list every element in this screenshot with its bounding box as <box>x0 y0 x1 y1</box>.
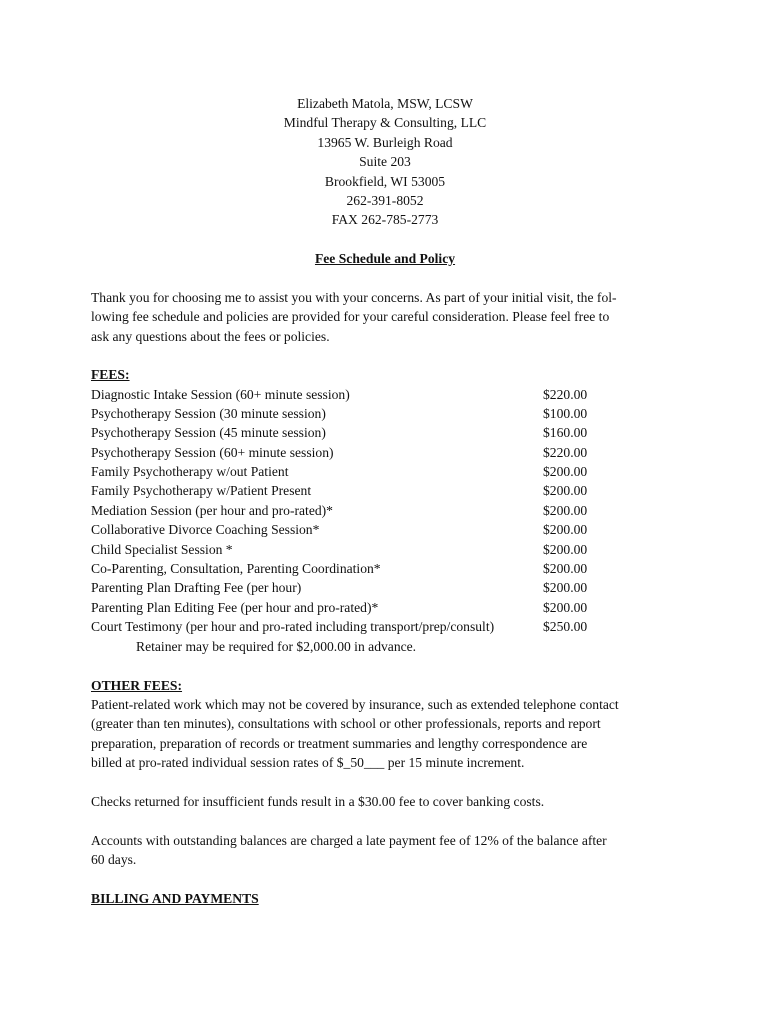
fee-row <box>91 385 611 404</box>
fee-row <box>91 598 611 617</box>
paragraph-line: Checks returned for insufficient funds result in a $30.00 fee to cover banking costs. <box>91 794 545 809</box>
fee-name: Mediation Session (per hour and pro-rated)* <box>91 502 333 518</box>
fee-row <box>91 462 611 481</box>
fee-price: $200.00 <box>543 464 588 480</box>
fee-price: $200.00 <box>543 599 588 615</box>
fee-row <box>91 423 611 442</box>
fee-name: Court Testimony (per hour and pro-rated including transport/prep/consult) <box>91 619 495 635</box>
other-fees-paragraph <box>91 695 691 773</box>
retainer-note: Retainer may be required for $2,000.00 in advance. <box>136 639 417 654</box>
fee-name: Psychotherapy Session (60+ minute session) <box>91 444 334 460</box>
fee-name: Diagnostic Intake Session (60+ minute session) <box>91 386 350 402</box>
fee-price: $200.00 <box>543 483 588 499</box>
fee-price: $200.00 <box>543 541 588 557</box>
other-fees-heading: OTHER FEES: <box>91 678 183 693</box>
paragraph-line: Accounts with outstanding balances are charged a late payment fee of 12% of the balance after <box>91 833 607 848</box>
fee-name: Family Psychotherapy w/out Patient <box>91 464 289 480</box>
intro-line: lowing fee schedule and policies are provided for your careful consideration. Please feel free to <box>91 309 610 325</box>
fee-row <box>91 443 611 462</box>
street-address: 13965 W. Burleigh Road <box>317 134 453 150</box>
fee-name: Psychotherapy Session (45 minute session) <box>91 425 326 441</box>
fee-name: Parenting Plan Editing Fee (per hour and pro-rated)* <box>91 599 379 615</box>
fee-row <box>91 404 611 423</box>
fee-price: $160.00 <box>543 425 588 441</box>
fee-name: Psychotherapy Session (30 minute session) <box>91 405 326 421</box>
fee-name: Parenting Plan Drafting Fee (per hour) <box>91 580 302 596</box>
paragraph-line: billed at pro-rated individual session rates of $_50___ per 15 minute increment. <box>91 755 525 771</box>
fee-row <box>91 520 611 539</box>
fee-price: $220.00 <box>543 444 588 460</box>
intro-paragraph <box>91 288 681 346</box>
fee-row <box>91 481 611 500</box>
fee-price: $250.00 <box>543 619 588 635</box>
phone-number: 262-391-8052 <box>346 192 424 208</box>
fee-price: $200.00 <box>543 580 588 596</box>
suite: Suite 203 <box>359 154 411 170</box>
fee-row <box>91 501 611 520</box>
fee-name: Co-Parenting, Consultation, Parenting Coordination* <box>91 561 381 577</box>
fee-row <box>91 559 611 578</box>
provider-name: Elizabeth Matola, MSW, LCSW <box>297 96 473 111</box>
document-title: Fee Schedule and Policy <box>314 251 456 266</box>
fee-price: $200.00 <box>543 522 588 538</box>
billing-heading: BILLING AND PAYMENTS <box>91 891 259 906</box>
fees-heading: FEES: <box>91 367 130 382</box>
fee-price: $200.00 <box>543 561 588 577</box>
letterhead <box>0 94 770 230</box>
paragraph-line: 60 days. <box>91 852 137 868</box>
fee-price: $200.00 <box>543 502 588 518</box>
fee-row <box>91 540 611 559</box>
practice-name: Mindful Therapy & Consulting, LLC <box>283 115 487 131</box>
paragraph-line: Patient-related work which may not be covered by insurance, such as extended telephone contact <box>91 697 619 712</box>
paragraph-line: preparation, preparation of records or treatment summaries and lengthy correspondence are <box>91 735 588 751</box>
intro-line: ask any questions about the fees or policies. <box>91 328 330 344</box>
late-payment-paragraph <box>91 831 691 870</box>
fee-row <box>91 578 611 597</box>
fee-price: $220.00 <box>543 386 588 402</box>
fee-row <box>91 617 611 636</box>
fee-name: Child Specialist Session * <box>91 541 233 557</box>
fee-price: $100.00 <box>543 405 588 421</box>
fee-name: Family Psychotherapy w/Patient Present <box>91 483 312 499</box>
returned-checks-paragraph <box>91 792 691 811</box>
paragraph-line: (greater than ten minutes), consultations with school or other professionals, reports and report <box>91 716 601 732</box>
intro-line: Thank you for choosing me to assist you with your concerns. As part of your initial visit, the fol- <box>91 290 617 305</box>
fax-number: FAX 262-785-2773 <box>331 212 439 228</box>
fees-list <box>91 385 611 637</box>
fee-name: Collaborative Divorce Coaching Session* <box>91 522 320 538</box>
city-state-zip: Brookfield, WI 53005 <box>324 173 446 189</box>
